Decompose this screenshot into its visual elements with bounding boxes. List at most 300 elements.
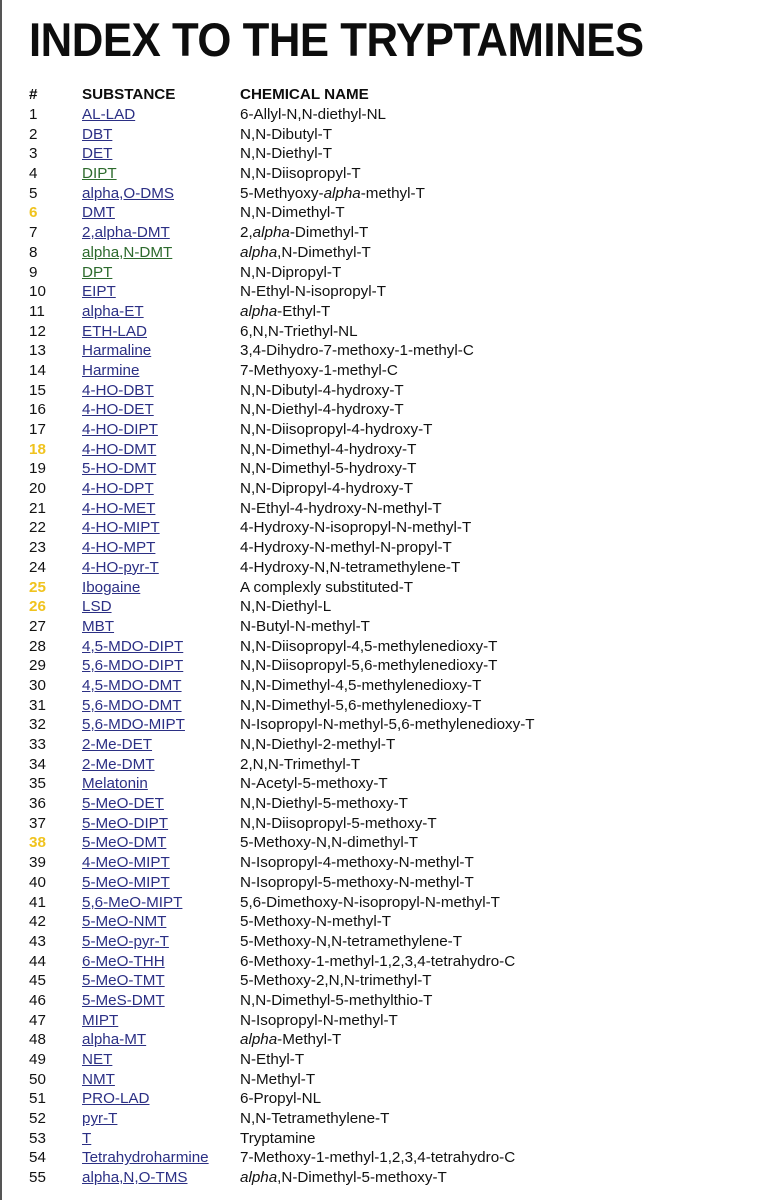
chemical-name-cell [240,1089,740,1109]
chemical-name-cell [240,203,740,223]
table-row [29,322,740,342]
chemical-name-part: N,N-Dimethyl-4,5-methylenedioxy-T [240,676,482,694]
substance-link[interactable]: 6-MeO-THH [82,952,165,970]
substance-link[interactable]: alpha,N,O-TMS [82,1169,188,1187]
table-row [29,400,740,420]
substance-link[interactable]: Melatonin [82,775,148,793]
chemical-name-cell [240,578,740,598]
chemical-name-cell [240,755,740,775]
chemical-name-part: N-Acetyl-5-methoxy-T [240,775,388,793]
table-row [29,991,740,1011]
substance-cell [82,459,240,479]
table-row [29,952,740,972]
substance-cell [82,715,240,735]
substance-link[interactable]: Harmaline [82,342,152,360]
chemical-name-cell [240,125,740,145]
table-row [29,499,740,519]
chemical-name-cell [240,952,740,972]
row-number: 1 [29,106,38,123]
chemical-name-part: N,N-Dimethyl-4-hydroxy-T [240,440,417,458]
substance-cell [82,420,240,440]
chemical-name-cell [240,184,740,204]
table-row [29,184,740,204]
row-number: 19 [29,460,46,478]
chemical-name-cell [240,833,740,853]
chemical-name-part: N,N-Diethyl-4-hydroxy-T [240,401,404,419]
row-number: 41 [29,893,46,911]
substance-cell [82,203,240,223]
substance-link[interactable]: 5-MeO-MIPT [82,873,170,891]
substance-cell [82,243,240,263]
row-number: 20 [29,480,46,498]
table-row [29,420,740,440]
substance-link[interactable]: EIPT [82,283,116,301]
substance-link[interactable]: ETH-LAD [82,322,147,340]
chemical-name-italic-part: alpha [240,302,278,320]
substance-cell [82,853,240,873]
row-number: 26 [29,598,46,616]
substance-link[interactable]: MIPT [82,1011,119,1029]
substance-link[interactable]: 4-HO-DET [82,401,154,419]
substance-link[interactable]: AL-LAD [82,106,136,123]
substance-link[interactable]: 4-HO-MPT [82,539,156,557]
chemical-name-part: N-Methyl-T [240,1070,316,1088]
column-header-substance: SUBSTANCE [82,86,176,103]
substance-cell [82,696,240,716]
row-number: 27 [29,617,46,635]
substance-link[interactable]: 4-HO-MIPT [82,519,160,537]
substance-link[interactable]: 4-HO-DMT [82,440,157,458]
row-number: 54 [29,1149,46,1167]
chemical-name-italic-part: alpha [240,1169,278,1187]
row-number: 3 [29,145,38,163]
substance-cell [82,479,240,499]
table-row [29,755,740,775]
substance-link[interactable]: 5-MeO-TMT [82,972,165,990]
table-row [29,597,740,617]
substance-cell [82,282,240,302]
chemical-name-part: N-Ethyl-T [240,1051,305,1068]
chemical-name-part: N,N-Dibutyl-4-hydroxy-T [240,381,404,399]
chemical-name-cell [240,164,740,184]
chemical-name-cell [240,676,740,696]
chemical-name-part: 5,6-Dimethoxy-N-isopropyl-N-methyl-T [240,893,500,911]
chemical-name-part: 7-Methoxy-1-methyl-1,2,3,4-tetrahydro-C [240,1149,516,1167]
substance-link[interactable]: DBT [82,125,113,143]
substance-link[interactable]: 2-Me-DET [82,736,153,753]
row-number: 5 [29,184,38,202]
substance-link[interactable]: DET [82,145,113,163]
substance-cell [82,617,240,637]
substance-cell [82,341,240,361]
chemical-name-cell [240,1070,740,1090]
row-number: 32 [29,716,46,734]
row-number: 50 [29,1070,46,1088]
chemical-name-cell [240,1011,740,1031]
chemical-name-cell [240,243,740,263]
substance-link[interactable]: 5,6-MDO-MIPT [82,716,185,734]
row-number: 55 [29,1169,46,1187]
chemical-name-cell [240,361,740,381]
row-number: 9 [29,263,38,281]
row-number: 40 [29,873,46,891]
substance-link[interactable]: 5-MeO-pyr-T [82,932,169,950]
substance-link[interactable]: DIPT [82,165,117,183]
substance-cell [82,558,240,578]
row-number: 15 [29,381,46,399]
chemical-name-cell [240,617,740,637]
substance-cell [82,755,240,775]
row-number: 28 [29,637,46,655]
substance-cell [82,1129,240,1149]
table-row [29,873,740,893]
row-number: 11 [29,302,45,320]
chemical-name-part: 6,N,N-Triethyl-NL [240,322,358,340]
substance-link[interactable]: LSD [82,598,112,616]
chemical-name-part: N,N-Diethyl-T [240,145,332,163]
chemical-name-part: -methyl-T [360,184,425,202]
substance-cell [82,381,240,401]
row-number: 36 [29,795,46,813]
chemical-name-cell [240,715,740,735]
chemical-name-cell [240,814,740,834]
substance-cell [82,1148,240,1168]
chemical-name-cell [240,696,740,716]
substance-link[interactable]: 5-MeO-NMT [82,913,167,931]
table-row [29,538,740,558]
substance-link[interactable]: NET [82,1051,113,1068]
substance-link[interactable]: alpha-MT [82,1031,147,1049]
chemical-name-part: N,N-Dipropyl-T [240,263,342,281]
table-row [29,282,740,302]
table-row [29,932,740,952]
substance-cell [82,952,240,972]
substance-cell [82,105,240,125]
table-row [29,203,740,223]
table-row [29,794,740,814]
substance-link[interactable]: 2-Me-DMT [82,755,155,773]
chemical-name-part: -Ethyl-T [277,302,331,320]
substance-cell [82,971,240,991]
table-row [29,1109,740,1129]
table-row [29,696,740,716]
substance-cell [82,1030,240,1050]
chemical-name-part: 3,4-Dihydro-7-methoxy-1-methyl-C [240,342,474,360]
chemical-name-italic-part: alpha [240,1031,278,1049]
substance-link[interactable]: 5,6-MDO-DIPT [82,657,184,675]
chemical-name-part: 5-Methoxy-N,N-dimethyl-T [240,834,419,852]
chemical-name-cell [240,932,740,952]
substance-cell [82,440,240,460]
chemical-name-part: ,N-Dimethyl-5-methoxy-T [277,1169,447,1187]
row-number: 52 [29,1110,46,1128]
row-number: 51 [29,1090,46,1108]
column-header-chemical-name: CHEMICAL NAME [240,86,369,103]
chemical-name-cell [240,893,740,913]
chemical-name-part: N,N-Dimethyl-5-hydroxy-T [240,460,417,478]
row-number: 14 [29,361,46,379]
row-number: 10 [29,283,46,301]
substance-cell [82,893,240,913]
table-row [29,833,740,853]
row-number: 21 [29,499,46,517]
substance-cell [82,656,240,676]
row-number: 46 [29,991,46,1009]
table-row [29,105,740,125]
chemical-name-cell [240,322,740,342]
table-row [29,617,740,637]
substance-link[interactable]: 5-HO-DMT [82,460,157,478]
chemical-name-italic-part: alpha [252,224,290,242]
row-number: 47 [29,1011,46,1029]
row-number: 31 [29,696,46,714]
substance-link[interactable]: alpha,N-DMT [82,243,173,261]
chemical-name-cell [240,1168,740,1188]
substance-link[interactable]: Ibogaine [82,578,141,596]
chemical-name-part: N-Isopropyl-N-methyl-5,6-methylenedioxy-T [240,716,535,734]
column-header-number: # [29,86,38,103]
chemical-name-cell [240,440,740,460]
chemical-name-cell [240,420,740,440]
substance-cell [82,735,240,755]
chemical-name-part: A complexly substituted-T [240,578,414,596]
table-row [29,735,740,755]
substance-link[interactable]: 4-HO-DBT [82,381,154,399]
row-number: 44 [29,952,46,970]
table-row [29,361,740,381]
chemical-name-cell [240,735,740,755]
chemical-name-part: N,N-Diisopropyl-4-hydroxy-T [240,421,433,438]
substance-cell [82,164,240,184]
substance-link[interactable]: 4,5-MDO-DMT [82,676,182,694]
substance-cell [82,1089,240,1109]
substance-cell [82,833,240,853]
table-row [29,1129,740,1149]
page-title: INDEX TO THE TRYPTAMINES [29,13,644,66]
chemical-name-cell [240,144,740,164]
substance-link[interactable]: 5-MeS-DMT [82,991,165,1009]
table-row [29,144,740,164]
chemical-name-part: N,N-Diethyl-L [240,598,332,616]
chemical-name-part: N-Isopropyl-5-methoxy-N-methyl-T [240,873,474,891]
chemical-name-cell [240,1109,740,1129]
row-number: 7 [29,224,38,242]
row-number: 34 [29,755,46,773]
chemical-name-cell [240,873,740,893]
table-row [29,715,740,735]
row-number: 25 [29,578,46,596]
chemical-name-cell [240,459,740,479]
chemical-name-part: 7-Methyoxy-1-methyl-C [240,361,398,379]
substance-link[interactable]: 4-MeO-MIPT [82,854,170,872]
chemical-name-italic-part: alpha [323,184,361,202]
table-row [29,341,740,361]
chemical-name-cell [240,1050,740,1070]
substance-link[interactable]: 5,6-MDO-DMT [82,696,182,714]
substance-link[interactable]: 2,alpha-DMT [82,224,170,242]
chemical-name-part: N,N-Diethyl-2-methyl-T [240,736,396,753]
substance-link[interactable]: PRO-LAD [82,1090,150,1108]
chemical-name-part: Tryptamine [240,1129,316,1147]
row-number: 13 [29,342,46,360]
chemical-name-cell [240,912,740,932]
chemical-name-part: 4-Hydroxy-N-methyl-N-propyl-T [240,539,452,557]
tryptamine-index-table [29,85,740,1188]
chemical-name-cell [240,302,740,322]
substance-cell [82,1011,240,1031]
substance-link[interactable]: 4,5-MDO-DIPT [82,637,184,655]
page-left-border [0,0,2,1200]
substance-cell [82,1109,240,1129]
substance-link[interactable]: 4-HO-MET [82,499,156,517]
row-number: 35 [29,775,46,793]
chemical-name-cell [240,991,740,1011]
row-number: 49 [29,1051,46,1068]
chemical-name-cell [240,479,740,499]
row-number: 6 [29,204,38,222]
chemical-name-part: 6-Methoxy-1-methyl-1,2,3,4-tetrahydro-C [240,952,516,970]
table-row [29,1168,740,1188]
table-row [29,1030,740,1050]
table-row [29,676,740,696]
substance-cell [82,1050,240,1070]
chemical-name-cell [240,263,740,283]
chemical-name-part: N,N-Diisopropyl-4,5-methylenedioxy-T [240,637,498,655]
row-number: 38 [29,834,46,852]
row-number: 48 [29,1031,46,1049]
chemical-name-cell [240,499,740,519]
table-row [29,578,740,598]
substance-link[interactable]: DPT [82,263,113,281]
substance-link[interactable]: 4-HO-pyr-T [82,558,159,576]
substance-cell [82,1168,240,1188]
chemical-name-part: N,N-Diisopropyl-5-methoxy-T [240,814,437,832]
substance-link[interactable]: 4-HO-DIPT [82,421,158,438]
row-number: 37 [29,814,46,832]
substance-link[interactable]: Tetrahydroharmine [82,1149,209,1167]
chemical-name-part: N,N-Dibutyl-T [240,125,332,143]
table-row [29,971,740,991]
substance-cell [82,873,240,893]
row-number: 23 [29,539,46,557]
table-row [29,893,740,913]
row-number: 33 [29,736,46,753]
substance-link[interactable]: DMT [82,204,115,222]
row-number: 43 [29,932,46,950]
substance-cell [82,263,240,283]
substance-link[interactable]: 5-MeO-DMT [82,834,167,852]
substance-link[interactable]: MBT [82,617,115,635]
chemical-name-part: 4-Hydroxy-N,N-tetramethylene-T [240,558,461,576]
table-row [29,912,740,932]
substance-cell [82,597,240,617]
table-row [29,479,740,499]
chemical-name-cell [240,971,740,991]
chemical-name-part: ,N-Dimethyl-T [277,243,371,261]
substance-link[interactable]: NMT [82,1070,115,1088]
substance-cell [82,499,240,519]
substance-cell [82,144,240,164]
table-row [29,853,740,873]
substance-cell [82,991,240,1011]
substance-link[interactable]: pyr-T [82,1110,118,1128]
table-row [29,1070,740,1090]
table-body [29,105,740,1188]
substance-cell [82,794,240,814]
chemical-name-cell [240,1148,740,1168]
row-number: 39 [29,854,46,872]
substance-link[interactable]: 4-HO-DPT [82,480,154,498]
substance-link[interactable]: 5-MeO-DIPT [82,814,169,832]
table-row [29,1050,740,1070]
substance-cell [82,774,240,794]
chemical-name-part: N-Ethyl-N-isopropyl-T [240,283,386,301]
substance-cell [82,322,240,342]
substance-link[interactable]: T [82,1129,92,1147]
substance-link[interactable]: alpha-ET [82,302,144,320]
chemical-name-part: N,N-Dimethyl-5-methylthio-T [240,991,433,1009]
substance-link[interactable]: alpha,O-DMS [82,184,175,202]
table-row [29,302,740,322]
row-number: 12 [29,322,46,340]
substance-cell [82,125,240,145]
table-row [29,381,740,401]
substance-cell [82,223,240,243]
row-number: 4 [29,165,38,183]
chemical-name-part: N-Butyl-N-methyl-T [240,617,370,635]
table-row [29,440,740,460]
chemical-name-part: 6-Allyl-N,N-diethyl-NL [240,106,386,123]
chemical-name-part: N,N-Tetramethylene-T [240,1110,390,1128]
substance-cell [82,912,240,932]
row-number: 30 [29,676,46,694]
chemical-name-part: 5-Methyoxy- [240,184,324,202]
chemical-name-cell [240,1030,740,1050]
substance-cell [82,538,240,558]
row-number: 29 [29,657,46,675]
substance-link[interactable]: Harmine [82,361,140,379]
chemical-name-part: N-Ethyl-4-hydroxy-N-methyl-T [240,499,442,517]
table-row [29,558,740,578]
chemical-name-part: N,N-Diisopropyl-5,6-methylenedioxy-T [240,657,498,675]
chemical-name-part: N,N-Diethyl-5-methoxy-T [240,795,408,813]
table-header-row [29,85,740,105]
chemical-name-italic-part: alpha [240,243,278,261]
substance-cell [82,184,240,204]
chemical-name-part: 2,N,N-Trimethyl-T [240,755,361,773]
substance-link[interactable]: 5-MeO-DET [82,795,164,813]
row-number: 2 [29,125,38,143]
chemical-name-part: N,N-Diisopropyl-T [240,165,361,183]
row-number: 22 [29,519,46,537]
chemical-name-part: N,N-Dipropyl-4-hydroxy-T [240,480,413,498]
row-number: 53 [29,1129,46,1147]
row-number: 16 [29,401,46,419]
row-number: 45 [29,972,46,990]
row-number: 8 [29,243,38,261]
chemical-name-part: 6-Propyl-NL [240,1090,322,1108]
chemical-name-part: -Dimethyl-T [289,224,369,242]
table-row [29,814,740,834]
substance-cell [82,578,240,598]
table-row [29,637,740,657]
chemical-name-part: 5-Methoxy-N,N-tetramethylene-T [240,932,462,950]
chemical-name-cell [240,774,740,794]
substance-link[interactable]: 5,6-MeO-MIPT [82,893,183,911]
table-row [29,223,740,243]
table-row [29,459,740,479]
table-row [29,1148,740,1168]
